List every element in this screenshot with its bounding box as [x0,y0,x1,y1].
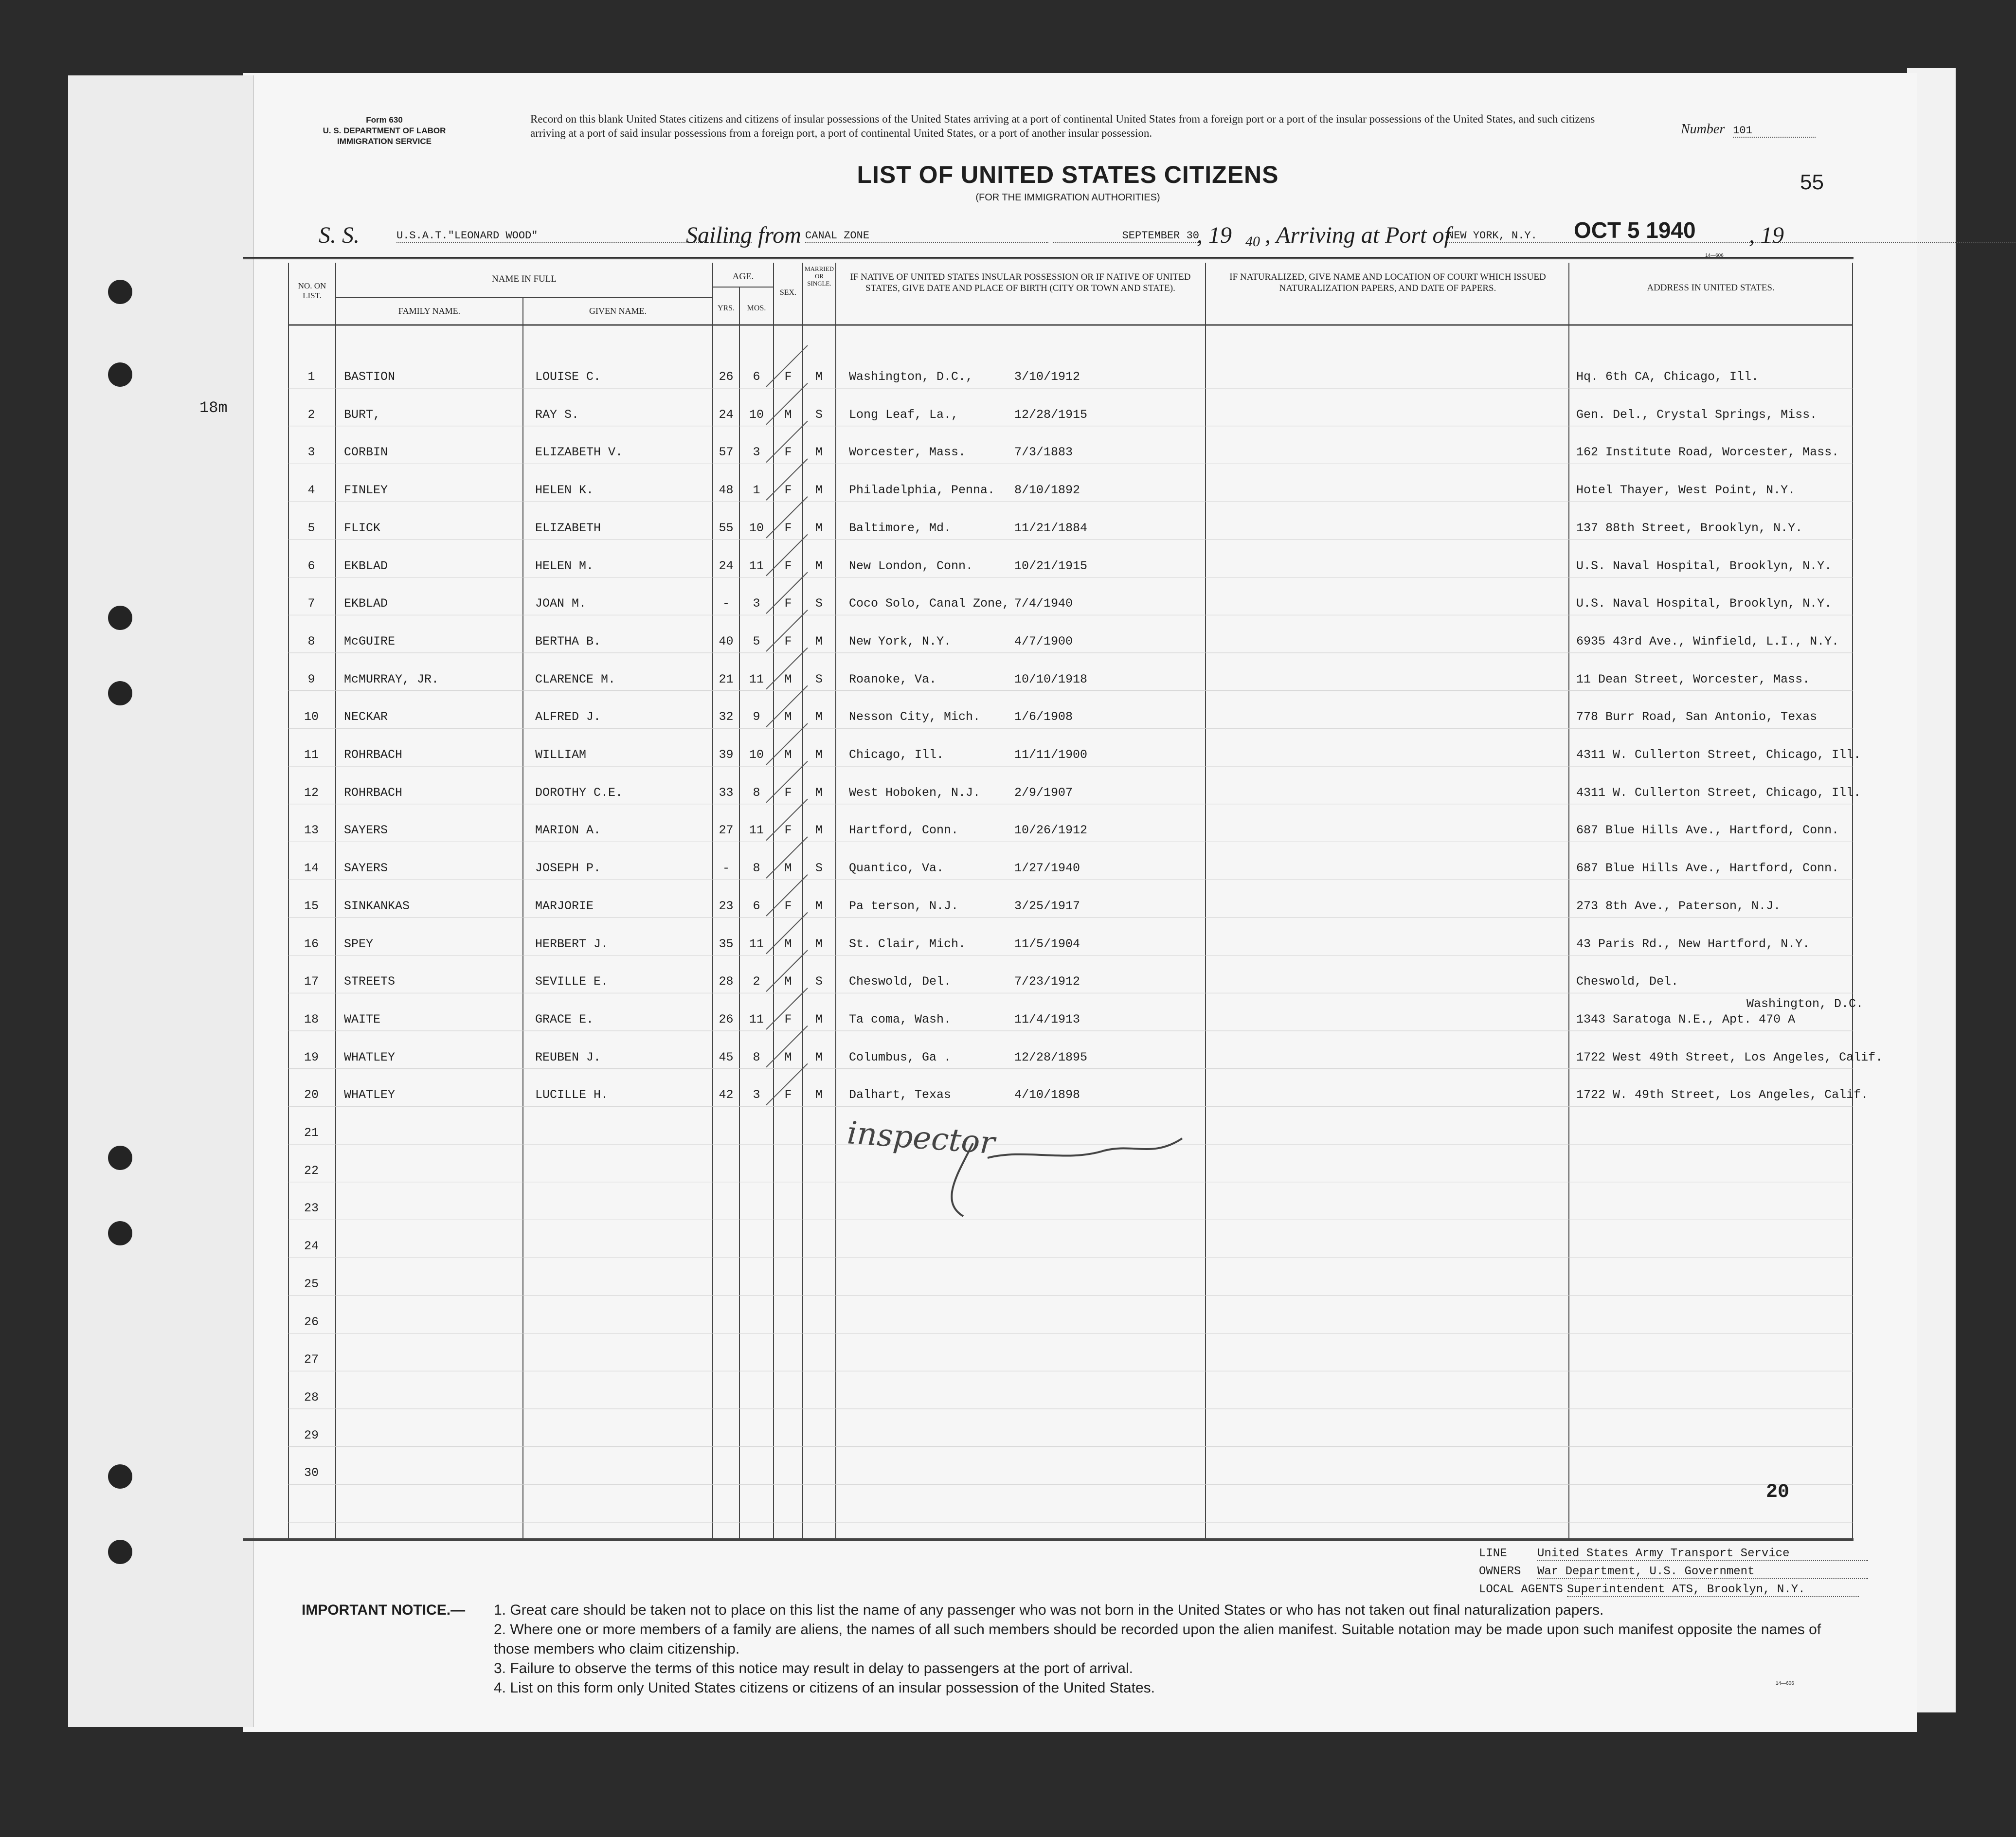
birth-date: 7/4/1940 [1014,596,1073,611]
birth-place: New London, Conn. [849,558,973,573]
birth-date: 2/9/1907 [1014,785,1073,800]
family-name: McGUIRE [344,634,396,648]
age-months: 10 [749,521,764,535]
age-years: 26 [719,1012,734,1027]
record-instructions: Record on this blank United States citizens and citizens of insular possessions of the United States arriving at a port of continental United States from a foreign port or a port of the insular possessions of the United States, and such citizens arriving at a port of said insular possessions from a foreign port, a port of continental United States, or a port of another insular possession. [530,113,1595,139]
notice-item: 2. Where one or more members of a family are aliens, the names of all such members should be recorded upon the alien manifest. Suitable notation may be made upon such manifest opposite the names of those members who claim citizenship. [494,1621,1821,1657]
row-number: 20 [304,1088,319,1102]
address: 4311 W. Cullerton Street, Chicago, Ill. [1576,748,1861,762]
birth-date: 12/28/1915 [1014,407,1088,422]
birth-place: Philadelphia, Penna. [849,483,995,498]
age-years: 23 [719,899,734,913]
family-name: SPEY [344,937,374,951]
sex: F [784,823,792,838]
marital-status: M [815,558,823,573]
family-name: SAYERS [344,861,388,876]
age-years: 40 [719,634,734,648]
address: Hq. 6th CA, Chicago, Ill. [1576,370,1759,384]
family-name: SAYERS [344,823,388,838]
line-label: LINE [1479,1547,1507,1560]
birth-date: 10/26/1912 [1014,823,1088,838]
birth-place: Washington, D.C., [849,370,973,384]
marital-status: M [815,445,823,460]
address: 778 Burr Road, San Antonio, Texas [1576,710,1818,724]
arriving-port: NEW YORK, N.Y. [1447,230,2016,243]
age-years: 32 [719,710,734,724]
given-name: GRACE E. [535,1012,594,1027]
age-months: 11 [749,558,764,573]
agents-value: Superintendent ATS, Brooklyn, N.Y. [1567,1583,1859,1597]
arrival-date-stamp: OCT 5 1940 [1574,217,1696,243]
row-number: 18 [304,1012,319,1027]
address: 11 Dean Street, Worcester, Mass. [1576,672,1810,686]
printer-mark: 14—606 [1776,1681,1794,1686]
sex: M [784,1050,792,1064]
birth-place: Roanoke, Va. [849,672,937,686]
marital-status: M [815,634,823,648]
birth-date: 3/25/1917 [1014,899,1080,913]
age-months: 8 [753,785,760,800]
owners-value: War Department, U.S. Government [1537,1565,1868,1579]
birth-date: 7/3/1883 [1014,445,1073,460]
given-name: LOUISE C. [535,370,601,384]
address-line-2: Washington, D.C. [1746,996,1864,1011]
sex: F [784,634,792,648]
birth-place: Nesson City, Mich. [849,710,981,724]
birth-date: 12/28/1895 [1014,1050,1088,1064]
given-name: JOSEPH P. [535,861,601,876]
birth-place: Ta coma, Wash. [849,1012,952,1027]
notice-heading: IMPORTANT NOTICE.— [302,1602,466,1618]
sex: F [784,785,792,800]
row-number: 12 [304,785,319,800]
ship-name: U.S.A.T."LEONARD WOOD" [396,230,752,243]
given-name: HERBERT J. [535,937,609,951]
birth-place: Worcester, Mass. [849,445,966,460]
row-number: 5 [307,521,315,535]
given-name: BERTHA B. [535,634,601,648]
marital-status: S [815,672,823,686]
birth-place: Chicago, Ill. [849,748,944,762]
empty-row-number: 21 [304,1126,319,1140]
sex: M [784,937,792,951]
line-info [1479,1547,1868,1601]
age-months: 8 [753,861,760,876]
marital-status: S [815,407,823,422]
age-years: 42 [719,1088,734,1102]
marital-status: M [815,937,823,951]
row-number: 6 [307,558,315,573]
printer-mark: 14—606 [1705,253,1724,258]
given-name: ALFRED J. [535,710,601,724]
age-months: 10 [749,407,764,422]
sex: F [784,483,792,498]
birth-place: Columbus, Ga . [849,1050,952,1064]
age-years: 28 [719,974,734,989]
birth-place: Quantico, Va. [849,861,944,876]
marital-status: M [815,710,823,724]
marital-status: M [815,748,823,762]
column-header-yrs: YRS. [717,304,735,312]
page-subtitle: (FOR THE IMMIGRATION AUTHORITIES) [975,192,1160,203]
column-header-married: MARRIED OR SINGLE. [805,265,834,287]
family-name: BASTION [344,370,396,384]
sex: M [784,748,792,762]
age-years: 39 [719,748,734,762]
given-name: JOAN M. [535,596,587,611]
marital-status: M [815,899,823,913]
address: 162 Institute Road, Worcester, Mass. [1576,445,1839,460]
age-months: 3 [753,596,760,611]
birth-date: 8/10/1892 [1014,483,1080,498]
age-months: 11 [749,823,764,838]
given-name: REUBEN J. [535,1050,601,1064]
column-header-age: AGE. [732,271,754,282]
address: U.S. Naval Hospital, Brooklyn, N.Y. [1576,596,1832,611]
sex: M [784,974,792,989]
age-years: 24 [719,407,734,422]
birth-date: 7/23/1912 [1014,974,1080,989]
birth-place: West Hoboken, N.J. [849,785,981,800]
row-number: 1 [307,370,315,384]
sex: M [784,672,792,686]
age-months: 2 [753,974,760,989]
sex: M [784,710,792,724]
sex: F [784,521,792,535]
family-name: ROHRBACH [344,748,403,762]
age-years: 45 [719,1050,734,1064]
age-years: - [722,596,730,611]
inspector-signature [842,1104,1279,1231]
sailing-from: CANAL ZONE [805,230,1048,243]
notice-items [494,1601,1856,1698]
age-months: 6 [753,899,760,913]
marital-status: M [815,1088,823,1102]
row-number: 17 [304,974,319,989]
birth-place: Pa terson, N.J. [849,899,959,913]
birth-date: 1/6/1908 [1014,710,1073,724]
ss-label: S. S. [319,222,360,248]
marital-status: M [815,370,823,384]
family-name: EKBLAD [344,558,388,573]
row-number: 15 [304,899,319,913]
age-years: 24 [719,558,734,573]
age-months: 1 [753,483,760,498]
age-years: 21 [719,672,734,686]
address: 687 Blue Hills Ave., Hartford, Conn. [1576,861,1839,876]
birth-date: 10/21/1915 [1014,558,1088,573]
row-number: 19 [304,1050,319,1064]
age-months: 3 [753,1088,760,1102]
given-name: ELIZABETH [535,521,601,535]
age-months: 10 [749,748,764,762]
given-name: HELEN M. [535,558,594,573]
birth-place: Dalhart, Texas [849,1088,952,1102]
column-header-naturalized: IF NATURALIZED, GIVE NAME AND LOCATION OF COURT WHICH ISSUED NATURALIZATION PAPERS, AND DATE OF PAPERS. [1229,272,1546,293]
family-name: SINKANKAS [344,899,410,913]
row-number: 16 [304,937,319,951]
birth-place: Coco Solo, Canal Zone, [849,596,1010,611]
given-name: ELIZABETH V. [535,445,623,460]
row-number: 8 [307,634,315,648]
row-number: 7 [307,596,315,611]
address: 6935 43rd Ave., Winfield, L.I., N.Y. [1576,634,1839,648]
row-number: 11 [304,748,319,762]
address: 687 Blue Hills Ave., Hartford, Conn. [1576,823,1839,838]
empty-row-number: 29 [304,1428,319,1442]
page-number: 55 [1800,170,1824,194]
agents-label: LOCAL AGENTS [1479,1583,1563,1596]
column-header-sex: SEX. [779,288,797,297]
birth-date: 4/7/1900 [1014,634,1073,648]
empty-row-number: 27 [304,1352,319,1367]
sex: F [784,1012,792,1027]
row-number: 14 [304,861,319,876]
age-years: 57 [719,445,734,460]
column-header-birth: IF NATIVE OF UNITED STATES INSULAR POSSESSION OR IF NATIVE OF UNITED STATES, GIVE DATE AND PLACE OF BIRTH (CITY OR TOWN AND STATE). [850,272,1191,293]
department-name: U. S. DEPARTMENT OF LABOR [323,126,446,135]
given-name: WILLIAM [535,748,587,762]
given-name: DOROTHY C.E. [535,785,623,800]
empty-row-number: 24 [304,1239,319,1254]
given-name: CLARENCE M. [535,672,616,686]
given-name: LUCILLE H. [535,1088,609,1102]
line-value: United States Army Transport Service [1537,1547,1868,1561]
row-number: 4 [307,483,315,498]
marital-status: M [815,1012,823,1027]
marital-status: M [815,521,823,535]
family-name: NECKAR [344,710,388,724]
empty-row-number: 26 [304,1315,319,1329]
age-months: 3 [753,445,760,460]
sex: F [784,445,792,460]
address: Gen. Del., Crystal Springs, Miss. [1576,407,1818,422]
year-suffix: 40 [1245,234,1260,250]
year-prefix: , 19 [1197,222,1232,248]
age-months: 8 [753,1050,760,1064]
empty-row-number: 23 [304,1201,319,1216]
family-name: BURT, [344,407,381,422]
owners-label: OWNERS [1479,1565,1521,1578]
column-header-name: NAME IN FULL [492,274,557,284]
age-years: 33 [719,785,734,800]
address: 43 Paris Rd., New Hartford, N.Y. [1576,937,1810,951]
family-name: WHATLEY [344,1050,396,1064]
sex: F [784,558,792,573]
arrival-year-label: , 19 [1749,222,1784,248]
sex: F [784,596,792,611]
empty-row-number: 22 [304,1163,319,1178]
address: Cheswold, Del. [1576,974,1679,989]
notice-item: 3. Failure to observe the terms of this notice may result in delay to passengers at the port of arrival. [494,1660,1133,1676]
birth-place: Long Leaf, La., [849,407,959,422]
birth-place: St. Clair, Mich. [849,937,966,951]
empty-row-number: 25 [304,1277,319,1291]
sailing-label: Sailing from [686,222,801,248]
notice-item: 4. List on this form only United States citizens or citizens of an insular possession of the United States. [494,1680,1155,1696]
address: 1722 West 49th Street, Los Angeles, Calif. [1576,1050,1883,1064]
marital-status: S [815,596,823,611]
empty-row-number: 28 [304,1390,319,1405]
birth-date: 11/5/1904 [1014,937,1080,951]
row-number: 3 [307,445,315,460]
column-header-address: ADDRESS IN UNITED STATES. [1647,283,1775,293]
family-name: FLICK [344,521,381,535]
address: U.S. Naval Hospital, Brooklyn, N.Y. [1576,558,1832,573]
row-number: 2 [307,407,315,422]
family-name: CORBIN [344,445,388,460]
age-months: 9 [753,710,760,724]
sex: F [784,370,792,384]
family-name: ROHRBACH [344,785,403,800]
age-months: 11 [749,937,764,951]
address: 137 88th Street, Brooklyn, N.Y. [1576,521,1803,535]
birth-place: Cheswold, Del. [849,974,952,989]
row-number: 13 [304,823,319,838]
address: Hotel Thayer, West Point, N.Y. [1576,483,1796,498]
birth-place: New York, N.Y. [849,634,952,648]
total-count: 20 [1766,1481,1790,1503]
age-months: 5 [753,634,760,648]
age-months: 11 [749,1012,764,1027]
form-number: Form 630 [366,115,403,125]
given-name: RAY S. [535,407,579,422]
column-header-mos: MOS. [747,304,766,312]
family-name: WHATLEY [344,1088,396,1102]
side-note: 18m [199,399,228,417]
address: 1343 Saratoga N.E., Apt. 470 A [1576,1012,1796,1027]
birth-date: 3/10/1912 [1014,370,1080,384]
given-name: SEVILLE E. [535,974,609,989]
birth-date: 10/10/1918 [1014,672,1088,686]
age-years: 55 [719,521,734,535]
family-name: STREETS [344,974,396,989]
given-name: MARION A. [535,823,601,838]
birth-date: 11/4/1913 [1014,1012,1080,1027]
age-years: 27 [719,823,734,838]
age-years: 48 [719,483,734,498]
marital-status: S [815,974,823,989]
signature-text: inspector [846,1115,996,1162]
family-name: EKBLAD [344,596,388,611]
family-name: McMURRAY, JR. [344,672,439,686]
sailing-date: SEPTEMBER 30 [1053,230,1199,243]
sex: M [784,861,792,876]
service-name: IMMIGRATION SERVICE [337,137,432,146]
marital-status: M [815,823,823,838]
sex: M [784,407,792,422]
given-name: MARJORIE [535,899,594,913]
empty-row-number: 30 [304,1466,319,1480]
family-name: FINLEY [344,483,388,498]
marital-status: M [815,785,823,800]
birth-place: Hartford, Conn. [849,823,959,838]
birth-date: 1/27/1940 [1014,861,1080,876]
age-years: 26 [719,370,734,384]
marital-status: M [815,483,823,498]
column-header-given: GIVEN NAME. [589,306,647,316]
birth-date: 4/10/1898 [1014,1088,1080,1102]
number-label: Number [1681,122,1725,137]
sex: F [784,1088,792,1102]
age-months: 11 [749,672,764,686]
birth-place: Baltimore, Md. [849,521,952,535]
address: 273 8th Ave., Paterson, N.J. [1576,899,1781,913]
column-header-family: FAMILY NAME. [398,306,461,316]
row-number: 9 [307,672,315,686]
arriving-label: , Arriving at Port of [1265,222,1451,248]
age-years: - [722,861,730,876]
column-header-no: NO. ON LIST. [298,281,326,300]
marital-status: S [815,861,823,876]
age-years: 35 [719,937,734,951]
address: 1722 W. 49th Street, Los Angeles, Calif. [1576,1088,1869,1102]
row-number: 10 [304,710,319,724]
birth-date: 11/11/1900 [1014,748,1088,762]
birth-date: 11/21/1884 [1014,521,1088,535]
family-name: WAITE [344,1012,381,1027]
sex: F [784,899,792,913]
age-months: 6 [753,370,760,384]
given-name: HELEN K. [535,483,594,498]
address: 4311 W. Cullerton Street, Chicago, Ill. [1576,785,1861,800]
marital-status: M [815,1050,823,1064]
page-title: LIST OF UNITED STATES CITIZENS [857,161,1279,188]
number-value: 101 [1733,125,1816,138]
notice-item: 1. Great care should be taken not to place on this list the name of any passenger who was not born in the United States or who has not taken out final naturalization papers. [494,1602,1604,1618]
